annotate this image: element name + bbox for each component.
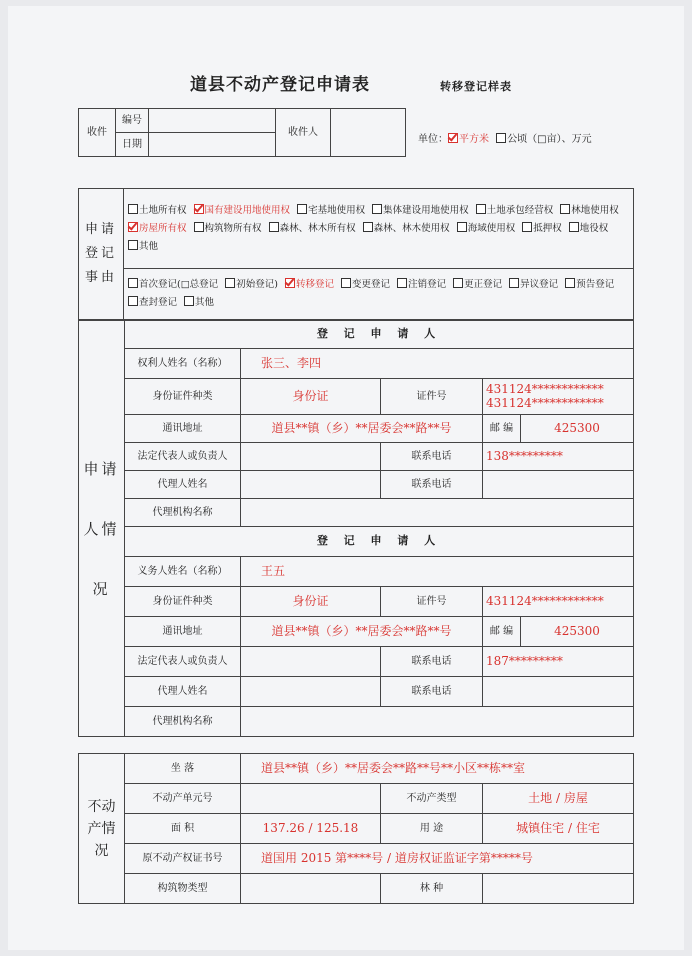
rights-checkbox-9[interactable] — [363, 222, 373, 232]
party1-phone[interactable]: 138********* — [483, 443, 634, 471]
rights-option-label-4: 土地承包经营权 — [486, 204, 554, 216]
property-type-label: 不动产类型 — [381, 784, 483, 814]
receiver-label: 收件人 — [276, 109, 331, 157]
rights-option-1[interactable] — [194, 205, 291, 216]
type-options — [124, 269, 634, 320]
receiver-field[interactable] — [331, 109, 406, 157]
structure-field[interactable] — [241, 874, 381, 904]
rights-options — [124, 189, 634, 269]
rights-option-label-12: 地役权 — [579, 222, 609, 234]
party2-address[interactable]: 道县**镇（乡）**居委会**路**号 — [241, 617, 483, 647]
property-type[interactable]: 土地 / 房屋 — [483, 784, 634, 814]
applicant-section-label: 申请人情况 — [79, 321, 125, 737]
party1-name[interactable]: 张三、李四 — [241, 349, 634, 379]
cert-label: 原不动产权证书号 — [125, 844, 241, 874]
unit-hectare-label: 公顷（□亩）、万元 — [507, 134, 592, 145]
party1-agent-phone-field[interactable] — [483, 471, 634, 499]
party2-legal-field[interactable] — [241, 647, 381, 677]
party1-id-type-label: 身份证件种类 — [125, 379, 241, 415]
party1-address[interactable]: 道县**镇（乡）**居委会**路**号 — [241, 415, 483, 443]
types-option-7[interactable] — [565, 279, 614, 290]
types-option-3[interactable] — [341, 279, 390, 290]
rights-option-8[interactable] — [269, 223, 356, 234]
rights-checkbox-4[interactable] — [476, 204, 486, 214]
rights-checkbox-3[interactable] — [372, 204, 382, 214]
rights-option-13[interactable] — [128, 241, 158, 252]
rights-option-label-3: 集体建设用地使用权 — [383, 204, 469, 216]
rights-checkbox-12[interactable] — [569, 222, 579, 232]
types-option-8[interactable] — [128, 297, 177, 308]
rights-checkbox-6[interactable] — [128, 222, 138, 232]
rights-option-label-10: 海域使用权 — [467, 222, 516, 234]
party1-id-no-label: 证件号 — [381, 379, 483, 415]
party2-agent-label: 代理人姓名 — [125, 677, 241, 707]
types-option-label-2: 转移登记 — [295, 279, 334, 291]
rights-checkbox-2[interactable] — [297, 204, 307, 214]
form-title: 道县不动产登记申请表 — [190, 75, 370, 95]
party1-name-label: 权利人姓名（名称） — [125, 349, 241, 379]
party1-address-label: 通讯地址 — [125, 415, 241, 443]
area-label: 面 积 — [125, 814, 241, 844]
types-option-label-9: 其他 — [195, 297, 215, 309]
types-option-4[interactable] — [397, 279, 446, 290]
types-checkbox-9[interactable] — [184, 296, 194, 306]
rights-option-label-6: 房屋所有权 — [139, 222, 187, 234]
unit-no-field[interactable] — [241, 784, 381, 814]
rights-checkbox-11[interactable] — [522, 222, 532, 232]
rights-option-4[interactable] — [476, 205, 554, 216]
types-option-5[interactable] — [453, 279, 502, 290]
types-option-label-0: 首次登记(□总登记 — [139, 279, 219, 291]
types-option-2[interactable] — [285, 279, 334, 290]
types-checkbox-6[interactable] — [509, 278, 519, 288]
party1-phone-label: 联系电话 — [381, 443, 483, 471]
rights-option-12[interactable] — [569, 223, 609, 234]
receipt-number-label: 编号 — [116, 109, 149, 133]
types-option-label-3: 变更登记 — [352, 279, 391, 291]
receipt-label: 收件 — [79, 109, 116, 157]
types-checkbox-3[interactable] — [341, 278, 351, 288]
types-option-label-7: 预告登记 — [576, 279, 615, 291]
property-section-label: 不动产情况 — [79, 754, 125, 904]
types-option-label-8: 查封登记 — [139, 297, 178, 309]
party2-name[interactable]: 王五 — [241, 557, 634, 587]
applicant-table — [78, 320, 634, 737]
types-checkbox-8[interactable] — [128, 296, 138, 306]
party2-id-no[interactable]: 431124************ — [483, 587, 634, 617]
rights-option-label-13: 其他 — [139, 240, 159, 252]
party1-id-no[interactable] — [483, 379, 634, 415]
party1-legal-field[interactable] — [241, 443, 381, 471]
types-checkbox-7[interactable] — [565, 278, 575, 288]
types-checkbox-2[interactable] — [285, 278, 295, 288]
party2-agency-field[interactable] — [241, 707, 634, 737]
party1-agent-field[interactable] — [241, 471, 381, 499]
types-option-label-6: 异议登记 — [520, 279, 559, 291]
party1-postcode[interactable]: 425300 — [521, 415, 634, 443]
request-label: 申请登记事由 — [79, 189, 124, 320]
party1-agency-field[interactable] — [241, 499, 634, 527]
rights-option-label-9: 森林、林木使用权 — [373, 222, 450, 234]
rights-checkbox-1[interactable] — [194, 204, 204, 214]
rights-option-10[interactable] — [457, 223, 516, 234]
unit-label: 单位： — [418, 134, 448, 145]
party2-legal-label: 法定代表人或负责人 — [125, 647, 241, 677]
party1-agency-label: 代理机构名称 — [125, 499, 241, 527]
party2-postcode-label: 邮 编 — [483, 617, 521, 647]
unit-sqm-label: 平方米 — [459, 134, 489, 145]
rights-option-label-5: 林地使用权 — [571, 204, 619, 216]
rights-option-3[interactable] — [372, 205, 469, 216]
rights-option-11[interactable] — [522, 223, 562, 234]
location-value[interactable]: 道县**镇（乡）**居委会**路**号**小区**栋**室 — [241, 754, 634, 784]
unit-hectare-checkbox[interactable] — [496, 133, 506, 143]
property-table — [78, 753, 634, 904]
party2-agency-label: 代理机构名称 — [125, 707, 241, 737]
use-value[interactable]: 城镇住宅 / 住宅 — [483, 814, 634, 844]
types-option-6[interactable] — [509, 279, 558, 290]
party1-legal-label: 法定代表人或负责人 — [125, 443, 241, 471]
cert-value[interactable]: 道国用 2015 第****号 / 道房权证监证字第*****号 — [241, 844, 634, 874]
party1-id-no-1: 431124************ — [486, 381, 604, 396]
unit-no-label: 不动产单元号 — [125, 784, 241, 814]
party1-postcode-label: 邮 编 — [483, 415, 521, 443]
party2-phone-label: 联系电话 — [381, 647, 483, 677]
forest-type-label: 林 种 — [381, 874, 483, 904]
rights-option-label-2: 宅基地使用权 — [308, 204, 366, 216]
types-option-label-4: 注销登记 — [408, 279, 447, 291]
rights-option-label-7: 构筑物所有权 — [204, 222, 262, 234]
party2-id-type-label: 身份证件种类 — [125, 587, 241, 617]
types-option-9[interactable] — [184, 297, 214, 308]
rights-option-label-1: 国有建设用地使用权 — [204, 204, 291, 216]
rights-checkbox-7[interactable] — [194, 222, 204, 232]
party2-agent-phone-label: 联系电话 — [381, 677, 483, 707]
rights-option-5[interactable] — [560, 205, 619, 216]
party1-agent-phone-label: 联系电话 — [381, 471, 483, 499]
rights-option-6[interactable] — [128, 223, 187, 234]
rights-checkbox-8[interactable] — [269, 222, 279, 232]
rights-option-9[interactable] — [363, 223, 450, 234]
party2-id-type[interactable]: 身份证 — [241, 587, 381, 617]
rights-option-label-11: 抵押权 — [533, 222, 562, 234]
types-checkbox-5[interactable] — [453, 278, 463, 288]
party2-header: 登 记 申 请 人 — [125, 527, 634, 557]
rights-option-label-8: 森林、林木所有权 — [279, 222, 356, 234]
location-label: 坐 落 — [125, 754, 241, 784]
rights-checkbox-10[interactable] — [457, 222, 467, 232]
structure-label: 构筑物类型 — [125, 874, 241, 904]
party1-header: 登 记 申 请 人 — [125, 321, 634, 349]
use-label: 用 途 — [381, 814, 483, 844]
rights-option-label-0: 土地所有权 — [139, 204, 187, 216]
party2-id-no-label: 证件号 — [381, 587, 483, 617]
party1-id-type[interactable]: 身份证 — [241, 379, 381, 415]
rights-option-0[interactable] — [128, 205, 187, 216]
party2-agent-field[interactable] — [241, 677, 381, 707]
party2-name-label: 义务人姓名（名称） — [125, 557, 241, 587]
party2-agent-phone-field[interactable] — [483, 677, 634, 707]
rights-checkbox-13[interactable] — [128, 240, 138, 250]
types-option-1[interactable] — [225, 279, 278, 290]
rights-option-7[interactable] — [194, 223, 262, 234]
party1-agent-label: 代理人姓名 — [125, 471, 241, 499]
forest-type-field[interactable] — [483, 874, 634, 904]
sample-mark: 转移登记样表 — [440, 80, 512, 93]
party2-postcode[interactable]: 425300 — [521, 617, 634, 647]
unit-selector — [418, 130, 592, 145]
rights-option-2[interactable] — [297, 205, 365, 216]
types-checkbox-1[interactable] — [225, 278, 235, 288]
receipt-date-field[interactable] — [149, 133, 276, 157]
rights-checkbox-5[interactable] — [560, 204, 570, 214]
area-value[interactable]: 137.26 / 125.18 — [241, 814, 381, 844]
types-option-0[interactable] — [128, 279, 218, 290]
types-checkbox-4[interactable] — [397, 278, 407, 288]
party2-address-label: 通讯地址 — [125, 617, 241, 647]
party1-id-no-2: 431124************ — [486, 395, 604, 410]
party2-phone[interactable]: 187********* — [483, 647, 634, 677]
receipt-number-field[interactable] — [149, 109, 276, 133]
types-option-label-1: 初始登记) — [236, 279, 278, 291]
receipt-table — [78, 108, 406, 157]
rights-checkbox-0[interactable] — [128, 204, 138, 214]
unit-sqm-checkbox[interactable] — [448, 133, 458, 143]
types-checkbox-0[interactable] — [128, 278, 138, 288]
receipt-date-label: 日期 — [116, 133, 149, 157]
request-table — [78, 188, 634, 320]
types-option-label-5: 更正登记 — [464, 279, 503, 291]
